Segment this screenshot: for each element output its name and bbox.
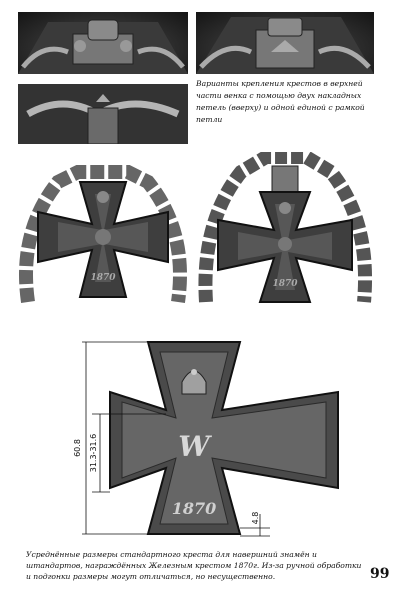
cross-dimension-drawing [60,338,340,538]
photo-loop-variant-1 [18,12,188,74]
caption-loop-variants: Варианты крепления крестов в верхней части венка с помощью двух накладных петель (вверху) и одной единой с рамкой петли [196,79,365,124]
photo-cross-wreath-left [18,152,188,312]
dimension-small: 4.8 [251,511,260,525]
cross-year: 1870 [171,499,217,518]
photo-loop-variant-2 [196,12,374,74]
dimension-arm-height: 31.3-31.6 [89,433,98,473]
cross-monogram: W [178,430,210,463]
photo-cross-wreath-right [196,152,374,312]
photo-loop-variant-3 [18,84,188,144]
caption-cross-dimensions: Усреднённые размеры стандартного креста для навершний знамён и штандартов, награждённых Железным крестом 1870г. Из-за ручной обработки и подгонки размеры могут отличаться, но несущественно. [26,550,362,581]
page-number: 99 [370,566,390,582]
cross-year-right: 1870 [272,279,298,289]
dimension-total-height: 60.8 [73,439,82,457]
cross-year-left: 1870 [90,273,116,283]
